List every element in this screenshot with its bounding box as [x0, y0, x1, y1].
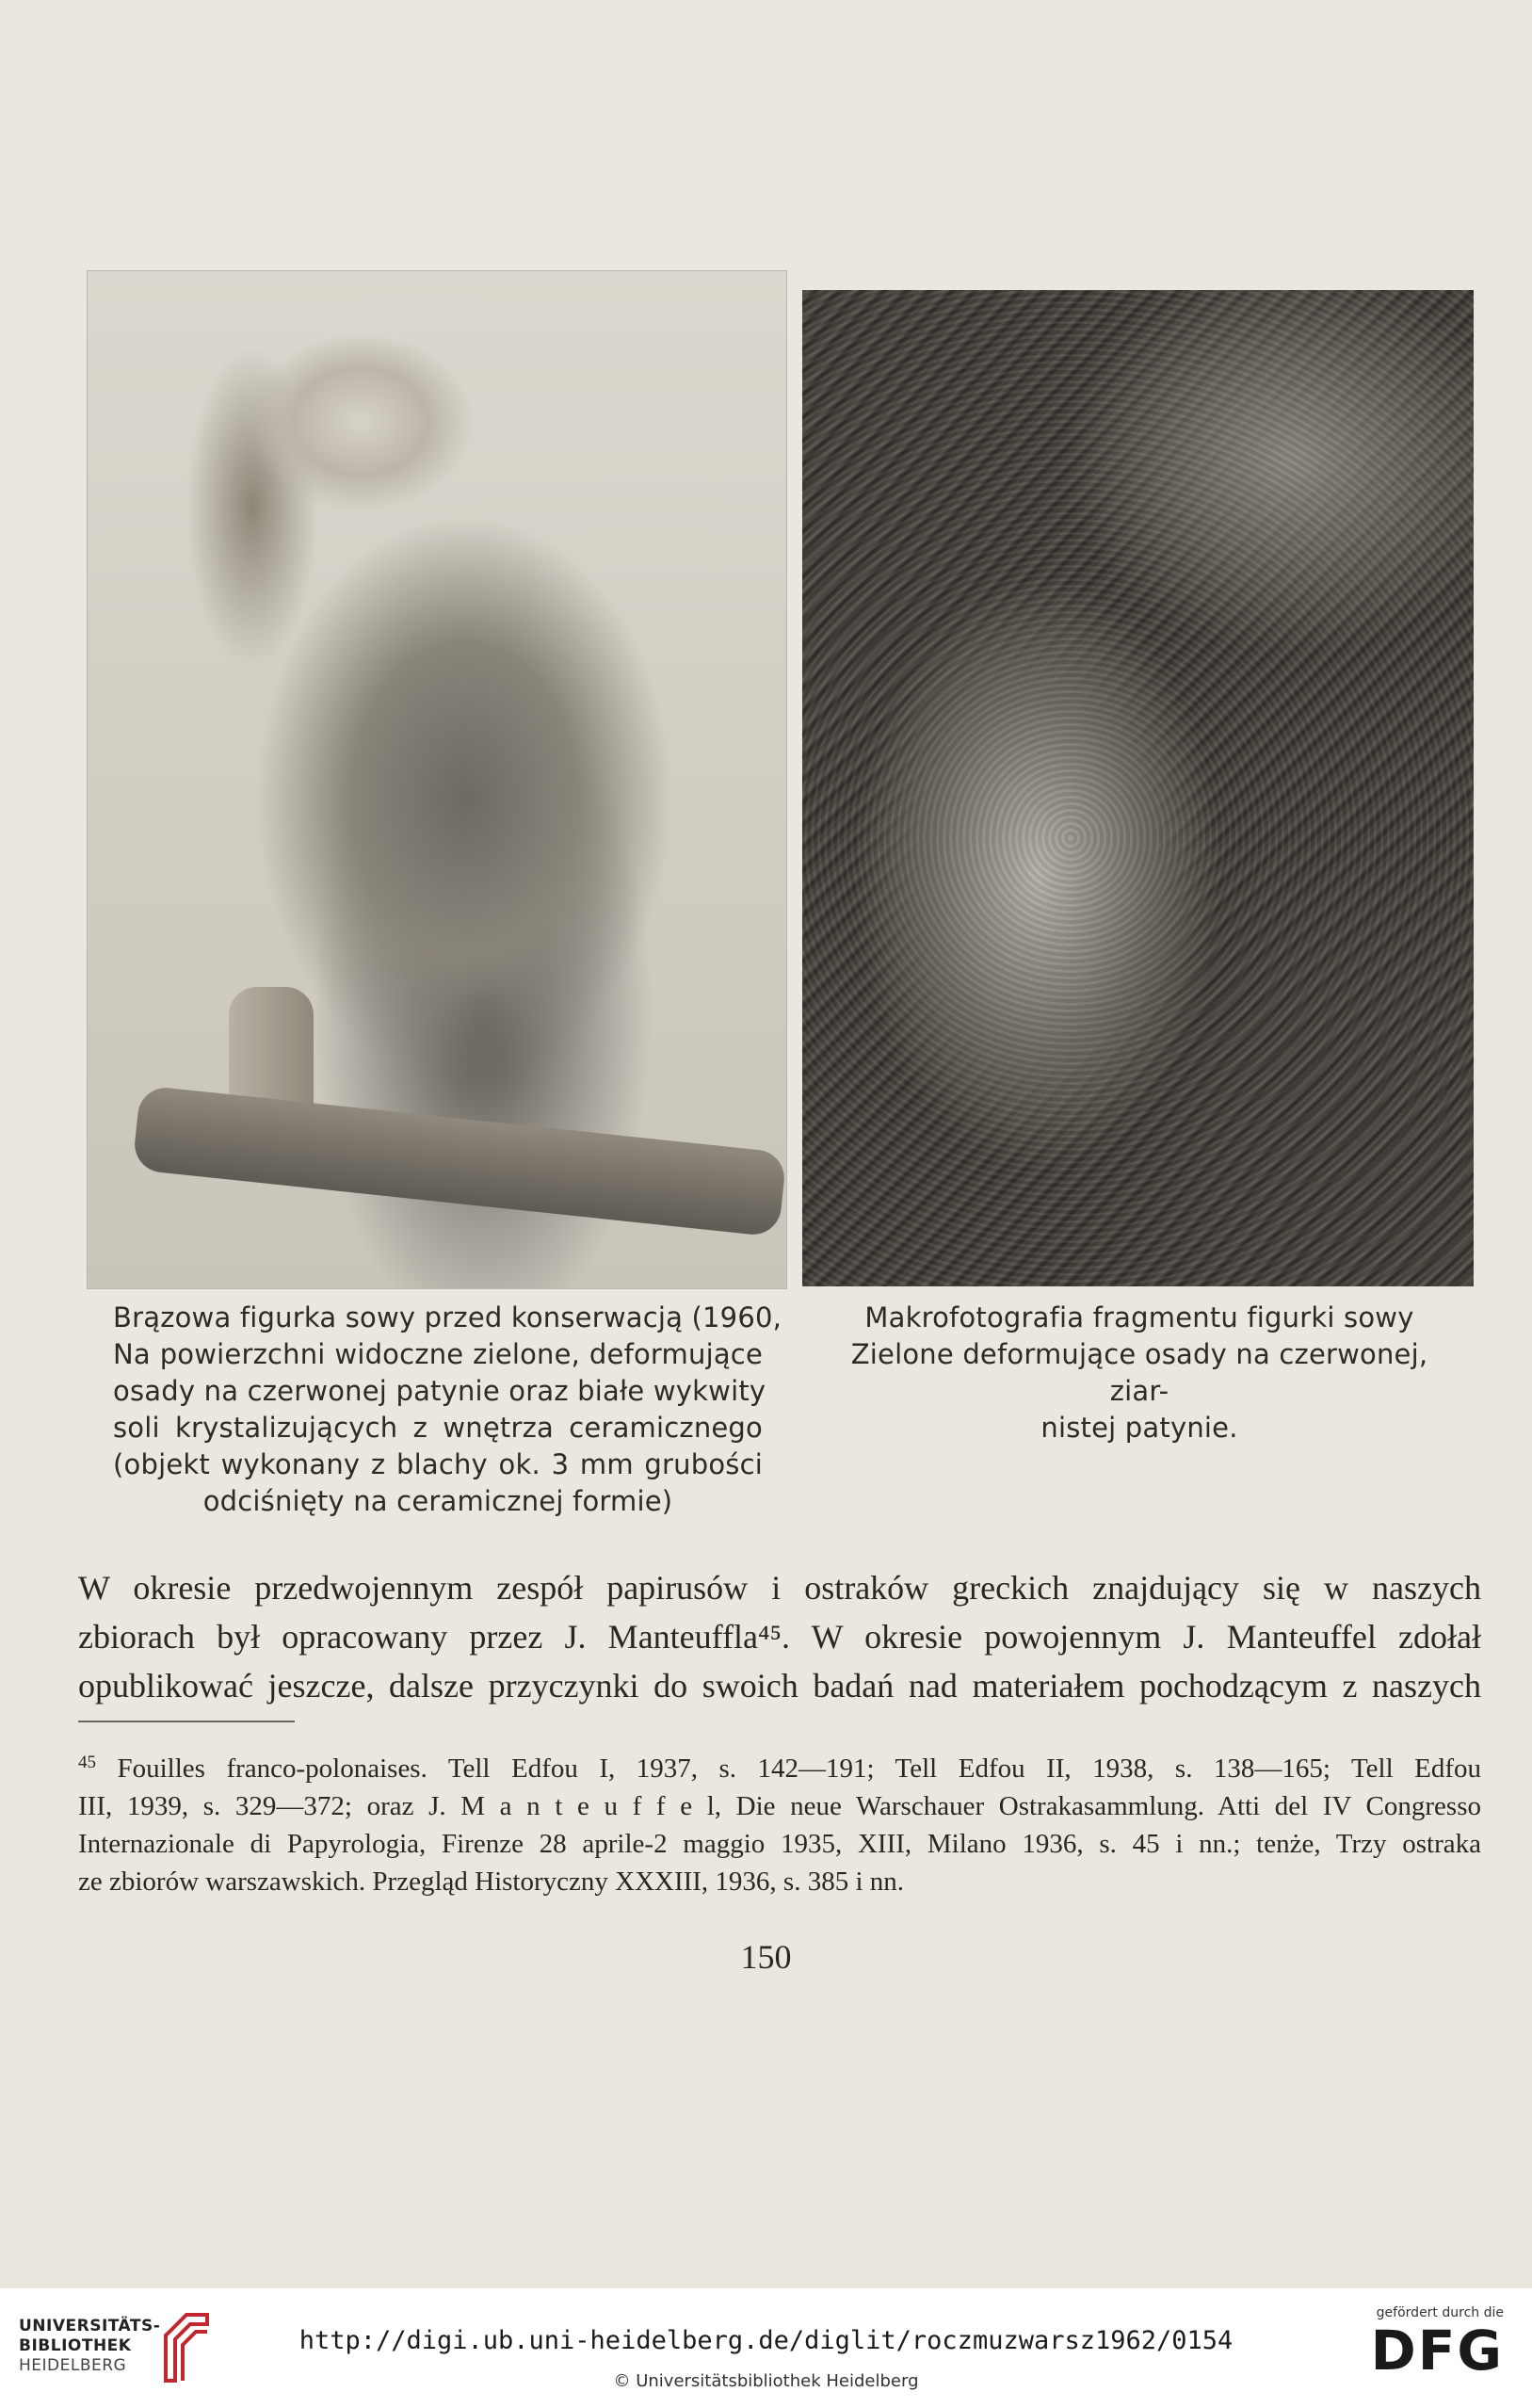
source-url-link[interactable]: http://digi.ub.uni-heidelberg.de/diglit/roczmuzwarsz1962/0154 — [298, 2326, 1234, 2355]
left-figure-caption — [113, 1300, 782, 1520]
caption-line: soli krystalizujących z wnętrza ceramicznego — [113, 1412, 763, 1444]
caption-line: odciśnięty na ceramicznej formie) — [202, 1485, 673, 1517]
copyright-notice: © Universitätsbibliothek Heidelberg — [613, 2371, 919, 2391]
footnote-line: ze zbiorów warszawskich. Przegląd Historyczny XXXIII, 1936, s. 385 i nn. — [78, 1867, 905, 1897]
caption-line: osady na czerwonej patynie oraz białe wykwity — [113, 1375, 766, 1407]
dfg-logo[interactable] — [1363, 2305, 1504, 2381]
caption-line: Brązowa figurka sowy przed konserwacją (1960, — [113, 1301, 782, 1333]
library-name-line: UNIVERSITÄTS- — [19, 2317, 161, 2335]
page-number: 150 — [740, 1938, 792, 1976]
footnote-45 — [78, 1744, 1481, 1900]
dfg-tagline: gefördert durch die — [1376, 2305, 1504, 2320]
dfg-wordmark: DFG — [1370, 2319, 1504, 2383]
caption-line: (objekt wykonany z blachy ok. 3 mm grubości — [113, 1448, 763, 1480]
library-name-line: BIBLIOTHEK — [19, 2336, 132, 2355]
footnote-divider — [78, 1721, 295, 1722]
owl-perch-shape — [132, 1085, 787, 1237]
footnote-text: Fouilles franco-polonaises. Tell Edfou I, 1937, s. 142—191; Tell Edfou II, 1938, s. 138—165; Tell Edfou — [117, 1753, 1482, 1784]
macro-photo — [802, 290, 1474, 1286]
library-name-line: HEIDELBERG — [19, 2356, 127, 2375]
owl-figurine-photo — [87, 270, 787, 1289]
caption-line: Na powierzchni widoczne zielone, deformujące — [113, 1338, 763, 1370]
body-paragraph — [78, 1563, 1481, 1710]
caption-line: Makrofotografia fragmentu figurki sowy — [864, 1301, 1414, 1333]
body-line: zbiorach był opracowany przez J. Manteuffla⁴⁵. W okresie powojennym J. Manteuffel zdołał — [78, 1618, 1481, 1656]
footnote-line: III, 1939, s. 329—372; oraz J. M a n t e u f f e l, Die neue Warschauer Ostrakasammlung. Atti del IV Congresso — [78, 1791, 1481, 1821]
body-line: opublikować jeszcze, dalsze przyczynki do swoich badań nad materiałem pochodzącym z naszych — [78, 1667, 1481, 1705]
caption-line: Zielone deformujące osady na czerwonej, ziar- — [850, 1338, 1428, 1407]
body-line: W okresie przedwojennym zespół papirusów i ostraków greckich znajdujący się w naszych — [78, 1569, 1481, 1607]
footer-bar — [0, 2288, 1532, 2408]
footnote-line — [78, 1744, 1481, 1787]
footnote-number: 45 — [78, 1753, 96, 1772]
right-figure-caption — [819, 1300, 1459, 1446]
caption-line: nistej patynie. — [1040, 1412, 1238, 1444]
footnote-line: Internazionale di Papyrologia, Firenze 28 aprile-2 maggio 1935, XIII, Milano 1936, s. 45 i nn.; tenże, Trzy ostraka — [78, 1829, 1481, 1859]
